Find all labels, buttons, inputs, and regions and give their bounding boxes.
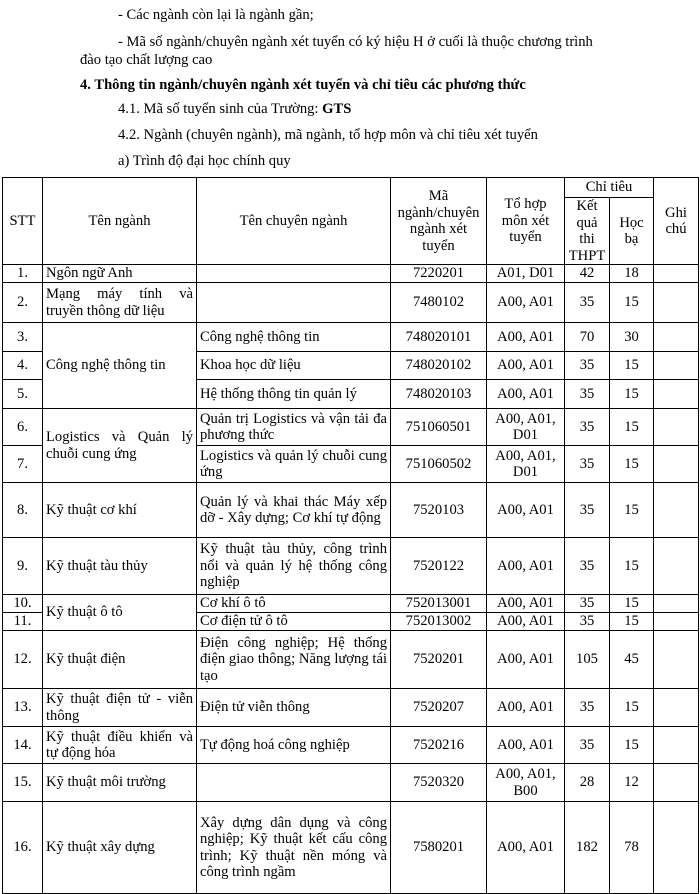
cell-code: 7520103 — [391, 483, 487, 538]
header-code: Mã ngành/chuyên ngành xét tuyển — [391, 178, 487, 265]
cell-stt: 1. — [3, 265, 43, 283]
cell-thpt: 35 — [565, 613, 610, 631]
cell-stt: 13. — [3, 689, 43, 727]
cell-stt: 8. — [3, 483, 43, 538]
cell-major: Kỹ thuật cơ khí — [43, 483, 197, 538]
subsection-level: a) Trình độ đại học chính quy — [118, 153, 291, 169]
cell-code: 751060502 — [391, 446, 487, 483]
cell-major: Logistics và Quản lý chuỗi cung ứng — [43, 409, 197, 483]
cell-code: 748020103 — [391, 380, 487, 409]
cell-combo: A00, A01 — [487, 380, 565, 409]
subsection-heading: 4.2. Ngành (chuyên ngành), mã ngành, tổ hợp môn và chỉ tiêu xét tuyển — [118, 127, 538, 143]
cell-thpt: 182 — [565, 802, 610, 894]
header-thpt: Kết quả thi THPT — [565, 198, 610, 265]
cell-code: 7580201 — [391, 802, 487, 894]
cell-combo: A00, A01, D01 — [487, 409, 565, 446]
cell-major: Kỹ thuật điều khiển và tự động hóa — [43, 727, 197, 764]
cell-major: Kỹ thuật tàu thủy — [43, 538, 197, 595]
cell-combo: A00, A01 — [487, 352, 565, 380]
cell-hocba: 15 — [610, 689, 654, 727]
cell-stt: 16. — [3, 802, 43, 894]
cell-note — [654, 323, 699, 352]
cell-stt: 9. — [3, 538, 43, 595]
cell-hocba: 15 — [610, 380, 654, 409]
cell-stt: 10. — [3, 595, 43, 613]
cell-code: 748020101 — [391, 323, 487, 352]
cell-specialization: Quản trị Logistics và vận tải đa phương thức — [197, 409, 391, 446]
table-row — [3, 764, 699, 802]
cell-thpt: 35 — [565, 352, 610, 380]
header-stt: STT — [3, 178, 43, 265]
cell-combo: A00, A01, D01 — [487, 446, 565, 483]
cell-note — [654, 446, 699, 483]
cell-combo: A00, A01 — [487, 283, 565, 323]
cell-thpt: 35 — [565, 538, 610, 595]
cell-note — [654, 538, 699, 595]
cell-specialization: Kỹ thuật tàu thủy, công trình nổi và quản lý hệ thống công nghiệp — [197, 538, 391, 595]
cell-major: Kỹ thuật điện tử - viễn thông — [43, 689, 197, 727]
cell-thpt: 35 — [565, 483, 610, 538]
cell-major: Kỹ thuật môi trường — [43, 764, 197, 802]
cell-hocba: 15 — [610, 727, 654, 764]
cell-code: 748020102 — [391, 352, 487, 380]
cell-note — [654, 380, 699, 409]
cell-major: Ngôn ngữ Anh — [43, 265, 197, 283]
header-specialization: Tên chuyên ngành — [197, 178, 391, 265]
cell-thpt: 35 — [565, 689, 610, 727]
cell-specialization: Tự động hoá công nghiệp — [197, 727, 391, 764]
table-row — [3, 323, 699, 352]
table-row — [3, 595, 699, 613]
table-row — [3, 689, 699, 727]
cell-combo: A00, A01 — [487, 538, 565, 595]
table-row — [3, 409, 699, 446]
cell-specialization — [197, 283, 391, 323]
cell-code: 7520216 — [391, 727, 487, 764]
cell-major: Kỹ thuật điện — [43, 631, 197, 689]
cell-thpt: 35 — [565, 595, 610, 613]
cell-major: Kỹ thuật xây dựng — [43, 802, 197, 894]
header-combo: Tổ hợp môn xét tuyển — [487, 178, 565, 265]
cell-stt: 5. — [3, 380, 43, 409]
cell-note — [654, 483, 699, 538]
cell-specialization: Công nghệ thông tin — [197, 323, 391, 352]
cell-combo: A00, A01 — [487, 613, 565, 631]
cell-code: 7480102 — [391, 283, 487, 323]
cell-thpt: 28 — [565, 764, 610, 802]
cell-thpt: 35 — [565, 727, 610, 764]
header-note: Ghi chú — [654, 178, 699, 265]
bullet-related-majors: - Các ngành còn lại là ngành gần; — [118, 7, 314, 23]
bullet-high-quality-code-cont: đào tạo chất lượng cao — [80, 52, 213, 68]
cell-hocba: 15 — [610, 446, 654, 483]
cell-note — [654, 352, 699, 380]
table-row — [3, 631, 699, 689]
cell-combo: A00, A01 — [487, 483, 565, 538]
cell-code: 7520207 — [391, 689, 487, 727]
cell-stt: 7. — [3, 446, 43, 483]
cell-hocba: 15 — [610, 483, 654, 538]
header-major: Tên ngành — [43, 178, 197, 265]
table-row — [3, 265, 699, 283]
cell-code: 751060501 — [391, 409, 487, 446]
cell-hocba: 45 — [610, 631, 654, 689]
cell-specialization: Cơ khí ô tô — [197, 595, 391, 613]
cell-stt: 2. — [3, 283, 43, 323]
cell-note — [654, 764, 699, 802]
table-row — [3, 802, 699, 894]
cell-note — [654, 802, 699, 894]
cell-thpt: 35 — [565, 409, 610, 446]
cell-hocba: 78 — [610, 802, 654, 894]
cell-code: 7220201 — [391, 265, 487, 283]
cell-combo: A00, A01 — [487, 802, 565, 894]
school-code-line — [118, 100, 351, 118]
cell-stt: 11. — [3, 613, 43, 631]
cell-combo: A00, A01 — [487, 595, 565, 613]
cell-code: 752013002 — [391, 613, 487, 631]
cell-hocba: 15 — [610, 283, 654, 323]
cell-combo: A00, A01 — [487, 727, 565, 764]
table-row — [3, 483, 699, 538]
cell-specialization: Cơ điện tử ô tô — [197, 613, 391, 631]
cell-specialization: Xây dựng dân dụng và công nghiệp; Kỹ thuật kết cấu công trình; Kỹ thuật nền móng và công trình ngầm — [197, 802, 391, 894]
cell-combo: A00, A01 — [487, 631, 565, 689]
cell-note — [654, 613, 699, 631]
cell-note — [654, 265, 699, 283]
cell-combo: A00, A01, B00 — [487, 764, 565, 802]
cell-combo: A01, D01 — [487, 265, 565, 283]
cell-hocba: 15 — [610, 352, 654, 380]
table-row — [3, 727, 699, 764]
cell-thpt: 70 — [565, 323, 610, 352]
cell-major: Kỹ thuật ô tô — [43, 595, 197, 631]
cell-stt: 4. — [3, 352, 43, 380]
cell-stt: 14. — [3, 727, 43, 764]
cell-hocba: 15 — [610, 613, 654, 631]
cell-note — [654, 689, 699, 727]
school-code-value: GTS — [322, 101, 352, 117]
cell-code: 7520320 — [391, 764, 487, 802]
cell-specialization: Khoa học dữ liệu — [197, 352, 391, 380]
cell-specialization: Điện tử viễn thông — [197, 689, 391, 727]
cell-hocba: 30 — [610, 323, 654, 352]
cell-hocba: 15 — [610, 409, 654, 446]
section-heading: 4. Thông tin ngành/chuyên ngành xét tuyển và chỉ tiêu các phương thức — [80, 77, 526, 93]
cell-combo: A00, A01 — [487, 323, 565, 352]
cell-note — [654, 727, 699, 764]
header-quota: Chỉ tiêu — [565, 178, 654, 198]
cell-code: 752013001 — [391, 595, 487, 613]
cell-hocba: 15 — [610, 595, 654, 613]
cell-hocba: 18 — [610, 265, 654, 283]
cell-note — [654, 595, 699, 613]
cell-code: 7520122 — [391, 538, 487, 595]
cell-code: 7520201 — [391, 631, 487, 689]
cell-major: Công nghệ thông tin — [43, 323, 197, 409]
cell-note — [654, 409, 699, 446]
school-code-label: 4.1. Mã số tuyển sinh của Trường: — [118, 101, 323, 117]
cell-stt: 12. — [3, 631, 43, 689]
cell-hocba: 12 — [610, 764, 654, 802]
admission-table — [2, 177, 699, 894]
cell-thpt: 42 — [565, 265, 610, 283]
cell-thpt: 105 — [565, 631, 610, 689]
bullet-high-quality-code: - Mã số ngành/chuyên ngành xét tuyển có ký hiệu H ở cuối là thuộc chương trình — [118, 34, 593, 50]
cell-thpt: 35 — [565, 380, 610, 409]
cell-stt: 15. — [3, 764, 43, 802]
cell-hocba: 15 — [610, 538, 654, 595]
cell-stt: 6. — [3, 409, 43, 446]
cell-specialization: Quản lý và khai thác Máy xếp dỡ - Xây dựng; Cơ khí tự động — [197, 483, 391, 538]
cell-thpt: 35 — [565, 446, 610, 483]
cell-thpt: 35 — [565, 283, 610, 323]
table-row — [3, 283, 699, 323]
cell-specialization — [197, 265, 391, 283]
cell-note — [654, 631, 699, 689]
cell-stt: 3. — [3, 323, 43, 352]
cell-note — [654, 283, 699, 323]
header-hocba: Học bạ — [610, 198, 654, 265]
cell-specialization: Hệ thống thông tin quản lý — [197, 380, 391, 409]
cell-specialization: Điện công nghiệp; Hệ thống điện giao thông; Năng lượng tái tạo — [197, 631, 391, 689]
cell-specialization: Logistics và quản lý chuỗi cung ứng — [197, 446, 391, 483]
table-row — [3, 538, 699, 595]
cell-major: Mạng máy tính và truyền thông dữ liệu — [43, 283, 197, 323]
cell-combo: A00, A01 — [487, 689, 565, 727]
cell-specialization — [197, 764, 391, 802]
